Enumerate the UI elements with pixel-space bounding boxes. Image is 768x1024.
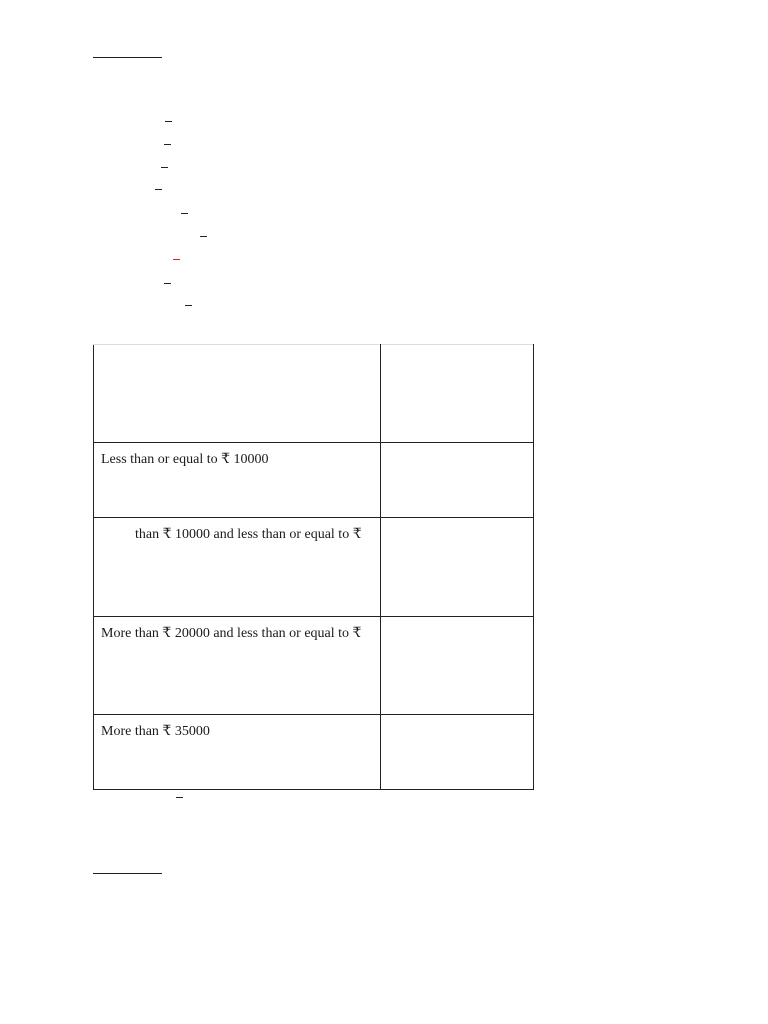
table-row [94, 518, 534, 617]
heading-underline-bottom [93, 873, 162, 874]
list-marker-3 [161, 167, 168, 168]
table-row [94, 715, 534, 790]
table-cell-value [381, 715, 534, 790]
table-cell-label: More than ₹ 20000 and less than or equal to ₹ [94, 617, 381, 715]
note-marker [176, 797, 183, 798]
table-row [94, 443, 534, 518]
list-marker-8 [164, 283, 171, 284]
table-row [94, 345, 534, 443]
table-cell-label: than ₹ 10000 and less than or equal to ₹ [135, 527, 362, 542]
table-row [94, 617, 534, 715]
table-cell-label: Less than or equal to ₹ 10000 [94, 443, 381, 518]
list-marker-7-red [173, 259, 180, 260]
table-cell-label [94, 345, 381, 443]
heading-underline-top [93, 57, 162, 58]
list-marker-9 [185, 305, 192, 306]
table-cell-value [381, 518, 534, 617]
table-cell-label: More than ₹ 35000 [94, 715, 381, 790]
table-cell-value [381, 345, 534, 443]
table-cell-value [381, 617, 534, 715]
income-slab-table [93, 344, 534, 790]
list-marker-5 [181, 213, 188, 214]
table-cell-label-wrapper [94, 518, 381, 617]
list-marker-1 [165, 121, 172, 122]
list-marker-4 [155, 189, 162, 190]
table-cell-value [381, 443, 534, 518]
list-marker-2 [164, 144, 171, 145]
list-marker-6 [200, 236, 207, 237]
